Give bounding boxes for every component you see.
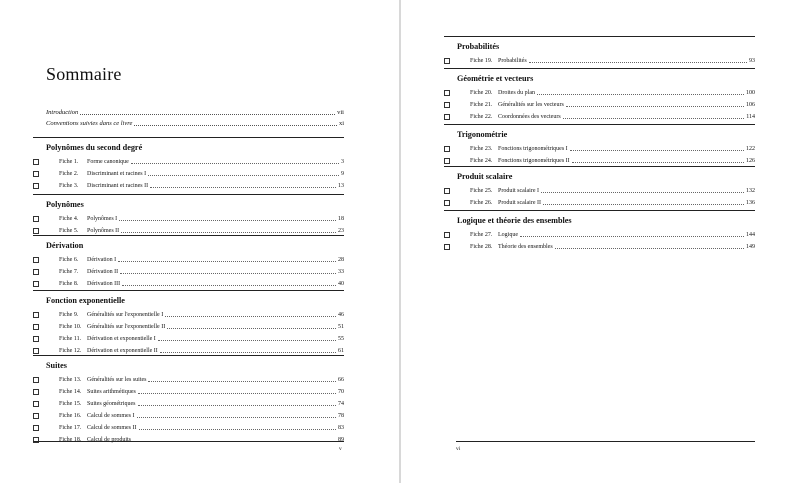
fiche-number: Fiche 3. (59, 183, 79, 189)
fiche-title: Dérivation II (87, 269, 119, 275)
fiche-page: 93 (749, 58, 755, 64)
toc-row[interactable] (33, 266, 344, 278)
fiche-page: 122 (746, 146, 755, 152)
fiche-page: 136 (746, 200, 755, 206)
fiche-number: Fiche 22. (470, 114, 493, 120)
fiche-number: Fiche 2. (59, 171, 79, 177)
checkbox-icon[interactable] (33, 348, 39, 354)
section-rule (33, 194, 344, 195)
dot-leader (529, 62, 747, 63)
checkbox-icon[interactable] (444, 244, 450, 250)
toc-section (444, 166, 755, 209)
toc-row[interactable] (33, 168, 344, 180)
checkbox-icon[interactable] (33, 228, 39, 234)
checkbox-icon[interactable] (33, 401, 39, 407)
dot-leader (120, 273, 336, 274)
checkbox-icon[interactable] (444, 58, 450, 64)
fiche-page: 51 (338, 324, 344, 330)
fiche-number: Fiche 18. (59, 437, 82, 443)
section-rule (444, 36, 755, 37)
fiche-page: 149 (746, 244, 755, 250)
fiche-title: Calcul de produits (87, 437, 131, 443)
intro-label: Conventions suivies dans ce livre (46, 120, 133, 127)
dot-leader (543, 204, 744, 205)
dot-leader (541, 192, 744, 193)
fiche-number: Fiche 20. (470, 90, 493, 96)
fiche-title: Généralités sur l'exponentielle II (87, 324, 166, 330)
fiche-number: Fiche 28. (470, 244, 493, 250)
dot-leader (150, 187, 336, 188)
toc-row[interactable] (33, 321, 344, 333)
dot-leader (148, 381, 336, 382)
fiche-number: Fiche 14. (59, 389, 82, 395)
fiche-page: 66 (338, 377, 344, 383)
intro-page: vii (337, 109, 344, 116)
toc-section (33, 290, 344, 357)
fiche-page: 3 (341, 159, 344, 165)
dot-leader (520, 236, 744, 237)
fiche-page: 55 (338, 336, 344, 342)
fiche-title: Fonctions trigonométriques I (498, 146, 568, 152)
section-title: Suites (46, 361, 67, 370)
fiche-number: Fiche 16. (59, 413, 82, 419)
fiche-title: Calcul de sommes I (87, 413, 135, 419)
fiche-title: Produit scalaire I (498, 188, 539, 194)
fiche-title: Généralités sur l'exponentielle I (87, 312, 164, 318)
toc-row[interactable] (33, 180, 344, 192)
fiche-page: 74 (338, 401, 344, 407)
fiche-number: Fiche 10. (59, 324, 82, 330)
fiche-page: 78 (338, 413, 344, 419)
dot-leader (566, 106, 744, 107)
section-title: Fonction exponentielle (46, 296, 125, 305)
dot-leader (134, 125, 337, 126)
checkbox-icon[interactable] (444, 188, 450, 194)
dot-leader (570, 150, 744, 151)
toc-row[interactable] (33, 386, 344, 398)
section-title: Dérivation (46, 241, 84, 250)
fiche-title: Suites géométriques (87, 401, 136, 407)
dot-leader (138, 393, 336, 394)
fiche-title: Dérivation I (87, 257, 117, 263)
fiche-title: Discriminant et racines I (87, 171, 147, 177)
fiche-page: 144 (746, 232, 755, 238)
dot-leader (131, 163, 339, 164)
fiche-page: 83 (338, 425, 344, 431)
toc-row[interactable] (33, 213, 344, 225)
intro-label: Introduction (46, 109, 79, 116)
section-rule (444, 68, 755, 69)
checkbox-icon[interactable] (33, 437, 39, 443)
fiche-title: Dérivation et exponentielle II (87, 348, 158, 354)
fiche-number: Fiche 5. (59, 228, 79, 234)
toc-row[interactable] (33, 156, 344, 168)
dot-leader (119, 220, 336, 221)
dot-leader (137, 417, 337, 418)
section-rule (444, 166, 755, 167)
section-rule (444, 124, 755, 125)
checkbox-icon[interactable] (33, 281, 39, 287)
toc-section (33, 355, 344, 446)
fiche-title: Polynômes II (87, 228, 120, 234)
toc-row[interactable] (33, 422, 344, 434)
toc-row[interactable] (33, 278, 344, 290)
fiche-page: 89 (338, 437, 344, 443)
footer-rule (456, 441, 755, 442)
dot-leader (139, 429, 337, 430)
fiche-number: Fiche 4. (59, 216, 79, 222)
section-rule (33, 137, 344, 138)
fiche-title: Fonctions trigonométriques II (498, 158, 570, 164)
dot-leader (148, 175, 339, 176)
fiche-title: Théorie des ensembles (498, 244, 553, 250)
fiche-page: 9 (341, 171, 344, 177)
fiche-number: Fiche 1. (59, 159, 79, 165)
dot-leader (167, 328, 336, 329)
toc-section (444, 36, 755, 67)
fiche-page: 106 (746, 102, 755, 108)
section-rule (444, 210, 755, 211)
checkbox-icon[interactable] (33, 269, 39, 275)
fiche-title: Polynômes I (87, 216, 118, 222)
toc-row[interactable] (33, 398, 344, 410)
dot-leader (160, 352, 336, 353)
toc-row[interactable] (444, 229, 755, 241)
fiche-page: 114 (746, 114, 755, 120)
fiche-number: Fiche 27. (470, 232, 493, 238)
toc-section (444, 68, 755, 123)
toc-row[interactable] (444, 197, 755, 209)
fiche-page: 40 (338, 281, 344, 287)
checkbox-icon[interactable] (444, 102, 450, 108)
fiche-title: Calcul de sommes II (87, 425, 137, 431)
checkbox-icon[interactable] (33, 377, 39, 383)
checkbox-icon[interactable] (444, 146, 450, 152)
fiche-title: Dérivation et exponentielle I (87, 336, 156, 342)
fiche-title: Suites arithmétiques (87, 389, 136, 395)
fiche-number: Fiche 8. (59, 281, 79, 287)
toc-row[interactable] (444, 143, 755, 155)
dot-leader (118, 261, 336, 262)
fiche-number: Fiche 19. (470, 58, 493, 64)
fiche-number: Fiche 7. (59, 269, 79, 275)
dot-leader (555, 248, 744, 249)
fiche-page: 126 (746, 158, 755, 164)
toc-row[interactable] (33, 374, 344, 386)
fiche-page: 132 (746, 188, 755, 194)
section-title: Probabilités (457, 42, 500, 51)
dot-leader (165, 316, 336, 317)
page-number: v (339, 446, 342, 452)
toc-row[interactable] (444, 55, 755, 67)
section-title: Polynômes du second degré (46, 143, 143, 152)
section-title: Polynômes (46, 200, 84, 209)
checkbox-icon[interactable] (33, 257, 39, 263)
fiche-page: 70 (338, 389, 344, 395)
checkbox-icon[interactable] (444, 232, 450, 238)
dot-leader (563, 118, 745, 119)
fiche-title: Forme canonique (87, 159, 129, 165)
toc-row[interactable] (33, 333, 344, 345)
fiche-title: Droites du plan (498, 90, 535, 96)
fiche-number: Fiche 23. (470, 146, 493, 152)
intro-list (46, 109, 344, 131)
checkbox-icon[interactable] (444, 90, 450, 96)
toc-section (444, 210, 755, 253)
fiche-page: 13 (338, 183, 344, 189)
fiche-page: 33 (338, 269, 344, 275)
fiche-page: 46 (338, 312, 344, 318)
toc-section (33, 194, 344, 237)
section-rule (33, 290, 344, 291)
toc-row[interactable] (444, 99, 755, 111)
fiche-page: 23 (338, 228, 344, 234)
fiche-title: Logique (498, 232, 518, 238)
checkbox-icon[interactable] (444, 114, 450, 120)
checkbox-icon[interactable] (33, 413, 39, 419)
footer-rule (33, 441, 344, 442)
intro-row[interactable] (46, 120, 344, 131)
checkbox-icon[interactable] (33, 336, 39, 342)
checkbox-icon[interactable] (444, 200, 450, 206)
toc-row[interactable] (444, 87, 755, 99)
checkbox-icon[interactable] (33, 389, 39, 395)
checkbox-icon[interactable] (33, 171, 39, 177)
fiche-page: 61 (338, 348, 344, 354)
page-number: vi (456, 446, 461, 452)
toc-row[interactable] (444, 241, 755, 253)
toc-row[interactable] (33, 254, 344, 266)
section-title: Logique et théorie des ensembles (457, 216, 572, 225)
fiche-number: Fiche 15. (59, 401, 82, 407)
section-rule (33, 235, 344, 236)
section-title: Trigonométrie (457, 130, 508, 139)
section-title: Produit scalaire (457, 172, 513, 181)
toc-row[interactable] (444, 185, 755, 197)
fiche-number: Fiche 25. (470, 188, 493, 194)
page-title: Sommaire (46, 64, 122, 84)
fiche-number: Fiche 9. (59, 312, 79, 318)
toc-row[interactable] (33, 309, 344, 321)
section-rule (33, 355, 344, 356)
dot-leader (80, 114, 335, 115)
checkbox-icon[interactable] (33, 324, 39, 330)
fiche-number: Fiche 24. (470, 158, 493, 164)
toc-row[interactable] (33, 434, 344, 446)
intro-row[interactable] (46, 109, 344, 120)
fiche-title: Généralités sur les vecteurs (498, 102, 564, 108)
fiche-page: 28 (338, 257, 344, 263)
section-title: Géométrie et vecteurs (457, 74, 534, 83)
checkbox-icon[interactable] (33, 312, 39, 318)
fiche-title: Dérivation III (87, 281, 121, 287)
fiche-page: 100 (746, 90, 755, 96)
right-page (401, 0, 800, 483)
fiche-number: Fiche 26. (470, 200, 493, 206)
left-page (0, 0, 399, 483)
checkbox-icon[interactable] (33, 183, 39, 189)
fiche-title: Généralités sur les suites (87, 377, 147, 383)
fiche-title: Probabilités (498, 58, 527, 64)
fiche-number: Fiche 6. (59, 257, 79, 263)
dot-leader (537, 94, 744, 95)
fiche-page: 18 (338, 216, 344, 222)
checkbox-icon[interactable] (33, 425, 39, 431)
fiche-number: Fiche 11. (59, 336, 82, 342)
dot-leader (572, 162, 744, 163)
toc-section (33, 235, 344, 290)
checkbox-icon[interactable] (33, 216, 39, 222)
fiche-number: Fiche 12. (59, 348, 82, 354)
fiche-title: Produit scalaire II (498, 200, 541, 206)
toc-section (444, 124, 755, 167)
dot-leader (122, 285, 336, 286)
fiche-title: Discriminant et racines II (87, 183, 149, 189)
checkbox-icon[interactable] (33, 159, 39, 165)
fiche-number: Fiche 21. (470, 102, 493, 108)
dot-leader (158, 340, 336, 341)
toc-row[interactable] (33, 410, 344, 422)
fiche-number: Fiche 17. (59, 425, 82, 431)
toc-row[interactable] (444, 111, 755, 123)
checkbox-icon[interactable] (444, 158, 450, 164)
intro-page: xi (338, 120, 344, 127)
fiche-number: Fiche 13. (59, 377, 82, 383)
dot-leader (121, 232, 336, 233)
fiche-title: Coordonnées des vecteurs (498, 114, 561, 120)
toc-section (33, 137, 344, 192)
dot-leader (138, 405, 337, 406)
